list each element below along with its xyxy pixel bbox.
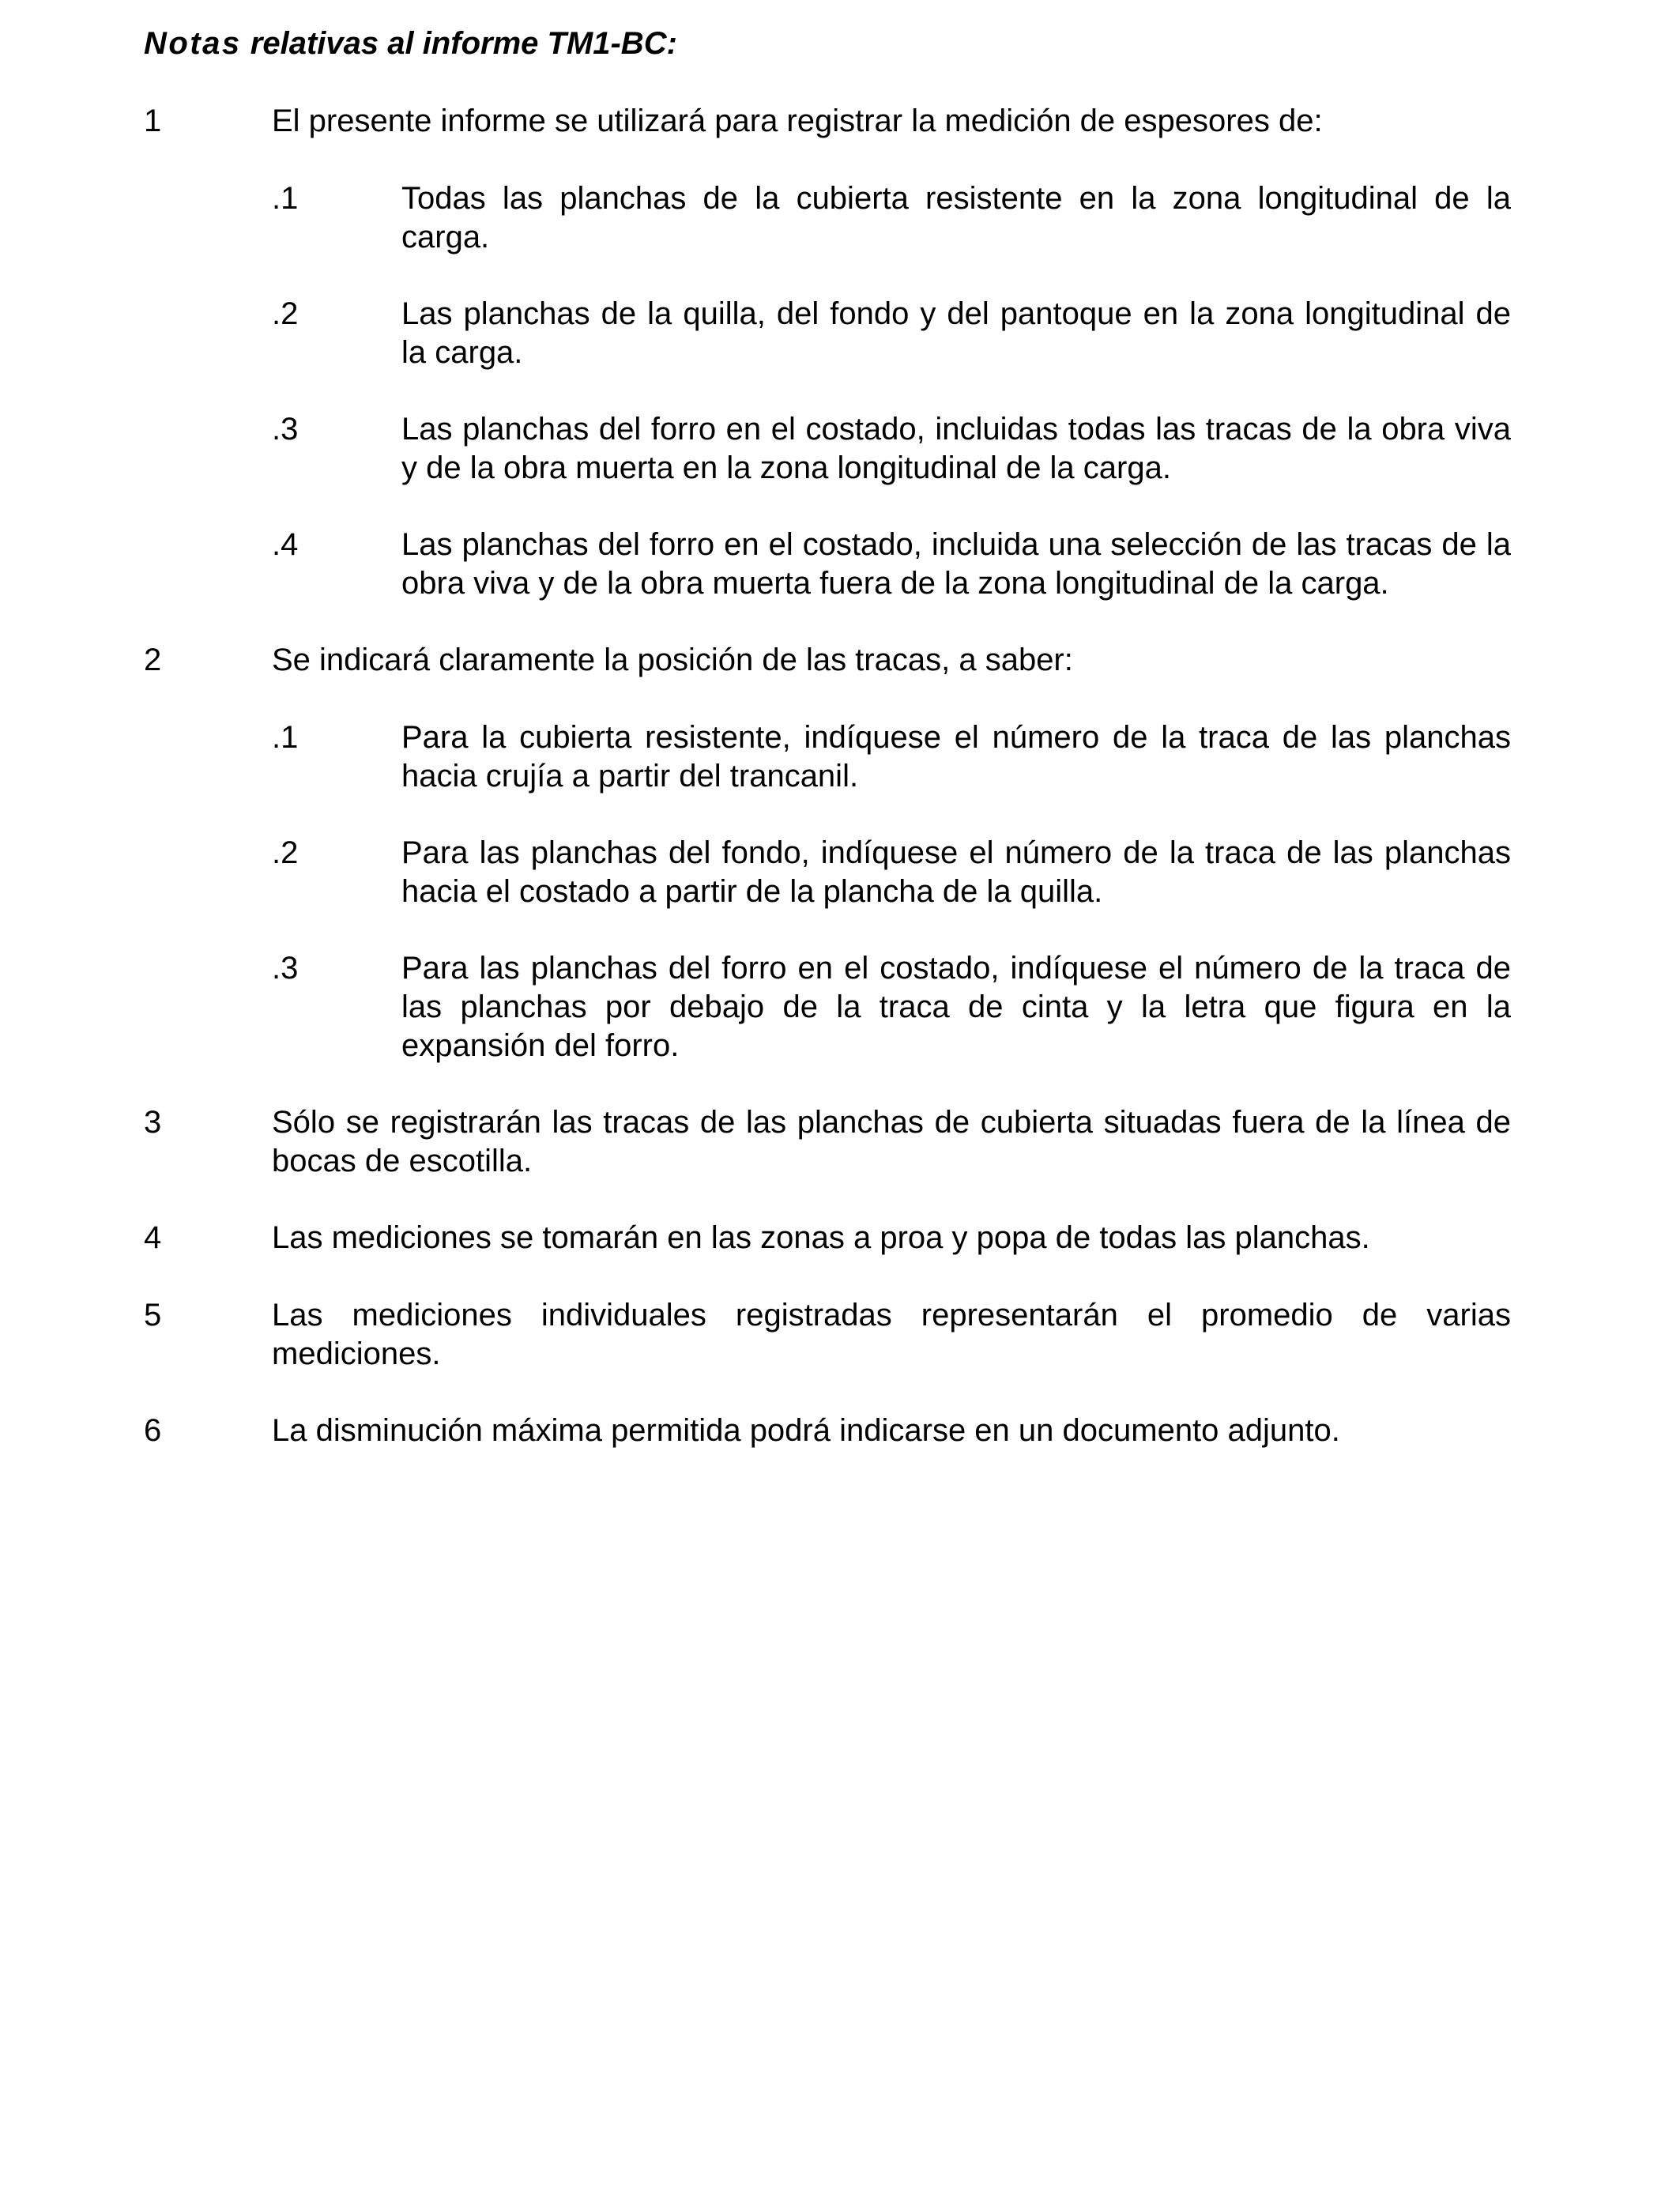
note-number: 3: [144, 1105, 162, 1140]
subnote-text: Las planchas del forro en el costado, incluidas todas las tracas de la obra viva y de la obra muerta en la zona longitudinal de la carga.: [401, 412, 1511, 485]
subnote-number: .3: [272, 412, 299, 447]
note-number: 6: [144, 1413, 162, 1448]
note-number: 4: [144, 1220, 162, 1255]
note-number: 2: [144, 643, 162, 677]
subnote-text: Para las planchas del fondo, indíquese el número de la traca de las planchas hacia el costado a partir de la plancha de la quilla.: [401, 835, 1511, 909]
subnote-text: Las planchas de la quilla, del fondo y del pantoque en la zona longitudinal de la carga.: [401, 296, 1511, 370]
note-number: 1: [144, 104, 162, 138]
subnote-text: Para la cubierta resistente, indíquese el número de la traca de las planchas hacia crujía a partir del trancanil.: [401, 720, 1511, 794]
note-text: Las mediciones individuales registradas representarán el promedio de varias mediciones.: [272, 1298, 1511, 1371]
subnote-number: .3: [272, 951, 299, 986]
subnote-number: .1: [272, 720, 299, 755]
title-first-word: Notas: [144, 26, 242, 61]
subnote-text: Las planchas del forro en el costado, incluida una selección de las tracas de la obra viva y de la obra muerta fuera de la zona longitudinal de la carga.: [401, 527, 1511, 601]
note-text: Se indicará claramente la posición de las tracas, a saber:: [272, 643, 1073, 677]
document-title: [144, 24, 677, 63]
subnote-number: .2: [272, 296, 299, 331]
note-number: 5: [144, 1298, 162, 1333]
subnote-text: Para las planchas del forro en el costado, indíquese el número de la traca de las planchas por debajo de la traca de cinta y la letra que figura en la expansión del forro.: [401, 951, 1511, 1063]
title-rest: relativas al informe TM1-BC:: [250, 26, 677, 61]
subnote-number: .2: [272, 835, 299, 870]
note-text: La disminución máxima permitida podrá indicarse en un documento adjunto.: [272, 1413, 1340, 1448]
note-text: Las mediciones se tomarán en las zonas a proa y popa de todas las planchas.: [272, 1220, 1370, 1255]
subnote-number: .4: [272, 527, 299, 562]
note-text: Sólo se registrarán las tracas de las planchas de cubierta situadas fuera de la línea de bocas de escotilla.: [272, 1105, 1511, 1178]
note-text: El presente informe se utilizará para registrar la medición de espesores de:: [272, 104, 1323, 138]
subnote-number: .1: [272, 181, 299, 216]
subnote-text: Todas las planchas de la cubierta resistente en la zona longitudinal de la carga.: [401, 181, 1511, 254]
